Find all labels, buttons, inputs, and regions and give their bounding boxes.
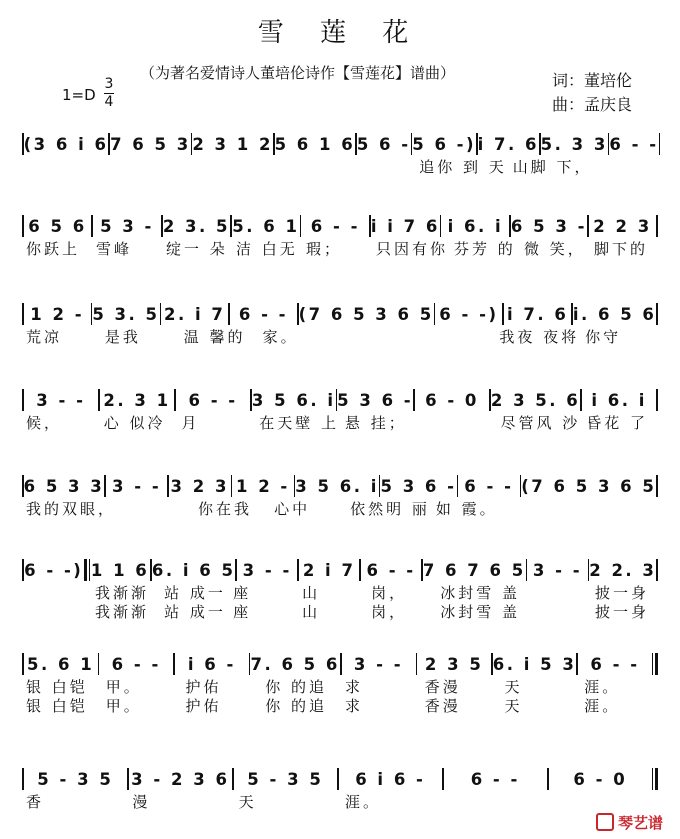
lyric-segment <box>118 500 192 519</box>
measure: 7 6 7 6 5 <box>422 560 526 580</box>
measure: 6 - 0 <box>573 769 628 789</box>
measure: i. 6 5 6 <box>572 304 657 324</box>
lyric-segment <box>219 158 283 177</box>
lyrics-row <box>22 328 658 347</box>
lyric-segment: 脚下的 <box>594 240 649 258</box>
lyric-segment: 瑕； <box>306 240 343 258</box>
lyrics-row <box>22 793 658 812</box>
lyric-segment: 如 霞。 <box>435 500 498 518</box>
measure: 3 - - <box>353 654 404 674</box>
lyric-segment <box>419 414 495 433</box>
measure: 7. 6 5 6 <box>250 654 340 674</box>
barline <box>659 133 661 155</box>
lyric-segment: 心中 <box>274 500 311 518</box>
measure: 1 2 - <box>30 304 85 324</box>
lyric-segment: 座 <box>233 584 252 602</box>
lyric-segment: 银 白铠 <box>26 678 88 696</box>
lyric-segment <box>508 500 582 519</box>
lyric-segment: 尽管风 沙 <box>500 414 581 432</box>
lyric-segment: 我渐渐 <box>95 603 150 621</box>
lyric-segment: 昏花 了 <box>586 414 649 432</box>
lyric-segment <box>22 603 89 622</box>
measure: 6 5 3 3 <box>23 476 105 496</box>
measure: 5 - 3 5 <box>37 769 114 789</box>
measure: 5 6 1 6 <box>274 134 356 154</box>
measure: i 6. i <box>591 390 647 410</box>
lyric-segment <box>22 158 86 177</box>
measure: 1 2 - <box>235 476 290 496</box>
lyrics-row <box>22 500 658 519</box>
time-signature-top: 3 <box>104 76 114 92</box>
barline <box>652 653 658 675</box>
measure: i 6 - <box>187 654 236 674</box>
measure: (7 6 5 3 6 5 <box>521 476 657 496</box>
measure: 6 - - <box>366 560 416 580</box>
lyric-segment: 我的双眼， <box>26 500 117 518</box>
measure: 5. 3 3 <box>540 134 608 154</box>
measure: 3 - - <box>36 390 86 410</box>
measure: 6 - - <box>590 654 640 674</box>
lyric-segment: 求 <box>345 678 364 696</box>
lyric-segment: 荒凉 <box>26 328 63 346</box>
lyric-segment: 悬 挂； <box>344 414 407 432</box>
lyrics-row <box>22 584 658 603</box>
measure: 6 - -) <box>24 560 84 580</box>
measure: i 7. 6 <box>477 134 540 154</box>
lyric-segment: 护佑 <box>185 697 222 715</box>
lyric-segment: 你 的追 <box>265 678 328 696</box>
lyric-segment: 甲。 <box>105 678 142 696</box>
notation-row <box>22 556 658 584</box>
lyric-segment: 你守 <box>585 328 622 346</box>
song-title: 雪 莲 花 <box>257 18 423 48</box>
lyric-segment: 山 <box>302 584 321 602</box>
lyric-segment: 漫 <box>132 793 151 811</box>
measure: (7 6 5 3 6 5 <box>298 304 434 324</box>
notation-row <box>22 212 658 240</box>
key-signature: 1=D <box>62 86 96 104</box>
lyric-segment: 依然明 丽 <box>350 500 430 518</box>
score-line <box>22 212 658 259</box>
time-signature-bottom: 4 <box>104 94 114 110</box>
measure: 6 5 6 <box>28 216 87 236</box>
lyrics-row-verse-2 <box>22 697 658 716</box>
measure: 6 - - <box>188 390 238 410</box>
notation-row <box>22 765 658 793</box>
measure: 1 1 6 <box>90 560 150 580</box>
lyric-segment: 月 <box>181 414 200 432</box>
lyric-segment: 我渐渐 <box>95 584 150 602</box>
lyric-segment <box>88 158 152 177</box>
lyric-segment <box>584 500 658 519</box>
measure: 3 5 6. i <box>295 476 379 496</box>
measure: 3 - 2 3 6 <box>131 769 230 789</box>
lyric-segment: 站 成一 <box>164 603 226 621</box>
lyric-segment <box>416 328 493 347</box>
barline <box>656 303 658 325</box>
measure: 5 3 6 - <box>337 390 414 410</box>
lyric-segment <box>350 158 414 177</box>
barline <box>656 389 658 411</box>
notation-row <box>22 650 658 678</box>
measure: 2 3 5 <box>424 654 484 674</box>
measure: 3 5 6. i <box>251 390 336 410</box>
lyric-segment: 披一身 <box>595 603 650 621</box>
measure: 2 3. 5 <box>162 216 231 236</box>
lyric-segment: 座 <box>233 603 252 621</box>
measure: i 6. i <box>447 216 504 236</box>
lyric-segment: 护佑 <box>185 678 222 696</box>
lyric-segment <box>522 603 589 622</box>
measure: 2 i 7 <box>302 560 356 580</box>
score-line <box>22 130 658 177</box>
measure: 5. 6 1 <box>27 654 95 674</box>
song-subtitle: （为著名爱情诗人董培伦诗作【雪莲花】谱曲） <box>140 64 456 82</box>
notation-row <box>22 130 658 158</box>
measure: 6 - -) <box>439 304 499 324</box>
notation-row <box>22 472 658 500</box>
lyric-segment: 洁 白无 <box>236 240 298 258</box>
barline <box>656 559 658 581</box>
lyric-segment: 雪峰 <box>96 240 133 258</box>
lyric-segment: 微 笑， <box>524 240 586 258</box>
barline <box>652 768 658 790</box>
measure: 7 6 5 3 <box>110 134 191 154</box>
measure: 6 - - <box>470 769 520 789</box>
notation-row <box>22 300 658 328</box>
lyric-segment: 涯。 <box>344 793 381 811</box>
lyric-segment: 我夜 夜将 <box>499 328 580 346</box>
measure: 6 - - <box>464 476 514 496</box>
measure: 6 - - <box>310 216 360 236</box>
measure: 2 3 5. 6 <box>490 390 581 410</box>
measure: 6 5 3 - <box>510 216 587 236</box>
logo-text: 琴艺谱 <box>618 814 664 832</box>
lyric-segment: 只因有你 <box>376 240 449 258</box>
barline <box>656 475 658 497</box>
measure: 3 - - <box>112 476 162 496</box>
lyric-segment: 追你 到 天 <box>419 158 507 176</box>
composer-credit: 曲：孟庆良 <box>552 95 633 114</box>
lyric-segment <box>22 584 89 603</box>
measure: 5 3 - <box>100 216 154 236</box>
lyric-segment: 站 成一 <box>164 584 226 602</box>
measure: 2 2 3 <box>593 216 652 236</box>
measure: 6 - - <box>111 654 161 674</box>
measure: 6. i 5 3 <box>492 654 577 674</box>
measure: 3 - - <box>242 560 292 580</box>
lyric-segment: 香漫 <box>424 678 461 696</box>
measure: 3 - - <box>532 560 583 580</box>
measure: 5 3. 5 <box>92 304 160 324</box>
lyric-segment: 芬芳 的 <box>454 240 516 258</box>
measure: 6 i 6 - <box>355 769 426 789</box>
lyric-segment: 山 <box>302 603 321 621</box>
measure: 3 2 3 <box>170 476 229 496</box>
lyric-segment: 在天壁 上 <box>259 414 339 432</box>
measure: 2. 3 1 <box>103 390 171 410</box>
lyric-segment: 银 白铠 <box>26 697 88 715</box>
measure: 6 - 0 <box>425 390 479 410</box>
lyric-segment <box>554 793 658 812</box>
lyric-segment: 涯。 <box>584 678 621 696</box>
lyric-segment: 天 <box>504 678 523 696</box>
score-line <box>22 472 658 519</box>
lyric-segment: 甲。 <box>105 697 142 715</box>
score-line <box>22 386 658 433</box>
site-logo <box>596 812 663 833</box>
measure: 5 - 3 5 <box>247 769 324 789</box>
lyric-segment <box>522 584 589 603</box>
lyrics-row <box>22 240 658 259</box>
lyric-segment: 心 似冷 <box>103 414 166 432</box>
measure: 5. 6 1 <box>232 216 300 236</box>
lyric-segment <box>447 793 551 812</box>
score-line <box>22 650 658 716</box>
score-line <box>22 556 658 622</box>
time-signature <box>102 76 116 111</box>
lyric-segment: 绽一 朵 <box>166 240 228 258</box>
lyric-segment: 温 馨的 <box>183 328 246 346</box>
measure: 5 6 -) <box>412 134 477 154</box>
lyric-segment: 你 的追 <box>265 697 328 715</box>
lyrics-row <box>22 158 658 177</box>
lyric-segment: 天 <box>238 793 257 811</box>
measure: 6 - - <box>609 134 659 154</box>
lyric-segment: 香 <box>26 793 45 811</box>
measure: 2. i 7 <box>164 304 226 324</box>
lyric-segment: 家。 <box>262 328 299 346</box>
lyric-segment: 披一身 <box>595 584 650 602</box>
lyric-segment: 冰封雪 盖 <box>440 603 520 621</box>
measure: 2 3 1 2 <box>192 134 273 154</box>
lyric-segment: 山脚 下， <box>512 158 593 176</box>
score-line <box>22 300 658 347</box>
measure: 5 3 6 - <box>380 476 457 496</box>
lyrics-row <box>22 414 658 433</box>
measure: i i 7 6 <box>370 216 440 236</box>
lyric-segment: 冰封雪 盖 <box>440 584 520 602</box>
lyric-segment: 是我 <box>104 328 141 346</box>
lyric-segment: 天 <box>504 697 523 715</box>
lyricist-credit: 词：董培伦 <box>552 71 633 90</box>
measure: 5 6 - <box>356 134 411 154</box>
lyric-segment <box>338 328 415 347</box>
lyric-segment: 你在我 <box>198 500 253 518</box>
lyric-segment: 求 <box>345 697 364 715</box>
measure: i 7. 6 <box>506 304 569 324</box>
lyric-segment: 涯。 <box>584 697 621 715</box>
lyric-segment <box>153 158 217 177</box>
lyric-segment <box>595 158 659 177</box>
measure: 6 - - <box>238 304 289 324</box>
measure: 6. i 6 5 <box>151 560 236 580</box>
lyric-segment: 岗， <box>371 584 408 602</box>
lyric-segment: 岗， <box>371 603 408 621</box>
notation-row <box>22 386 658 414</box>
lyrics-row <box>22 678 658 697</box>
score-line <box>22 765 658 812</box>
measure: 2 2. 3 <box>589 560 657 580</box>
measure: (3 6 i 6 <box>23 134 109 154</box>
lyric-segment: 香漫 <box>424 697 461 715</box>
lyric-segment: 候， <box>26 414 63 432</box>
lyric-segment <box>284 158 348 177</box>
barline <box>656 215 658 237</box>
lyrics-row-verse-2 <box>22 603 658 622</box>
logo-icon <box>596 813 614 831</box>
lyric-segment: 你跃上 <box>26 240 81 258</box>
